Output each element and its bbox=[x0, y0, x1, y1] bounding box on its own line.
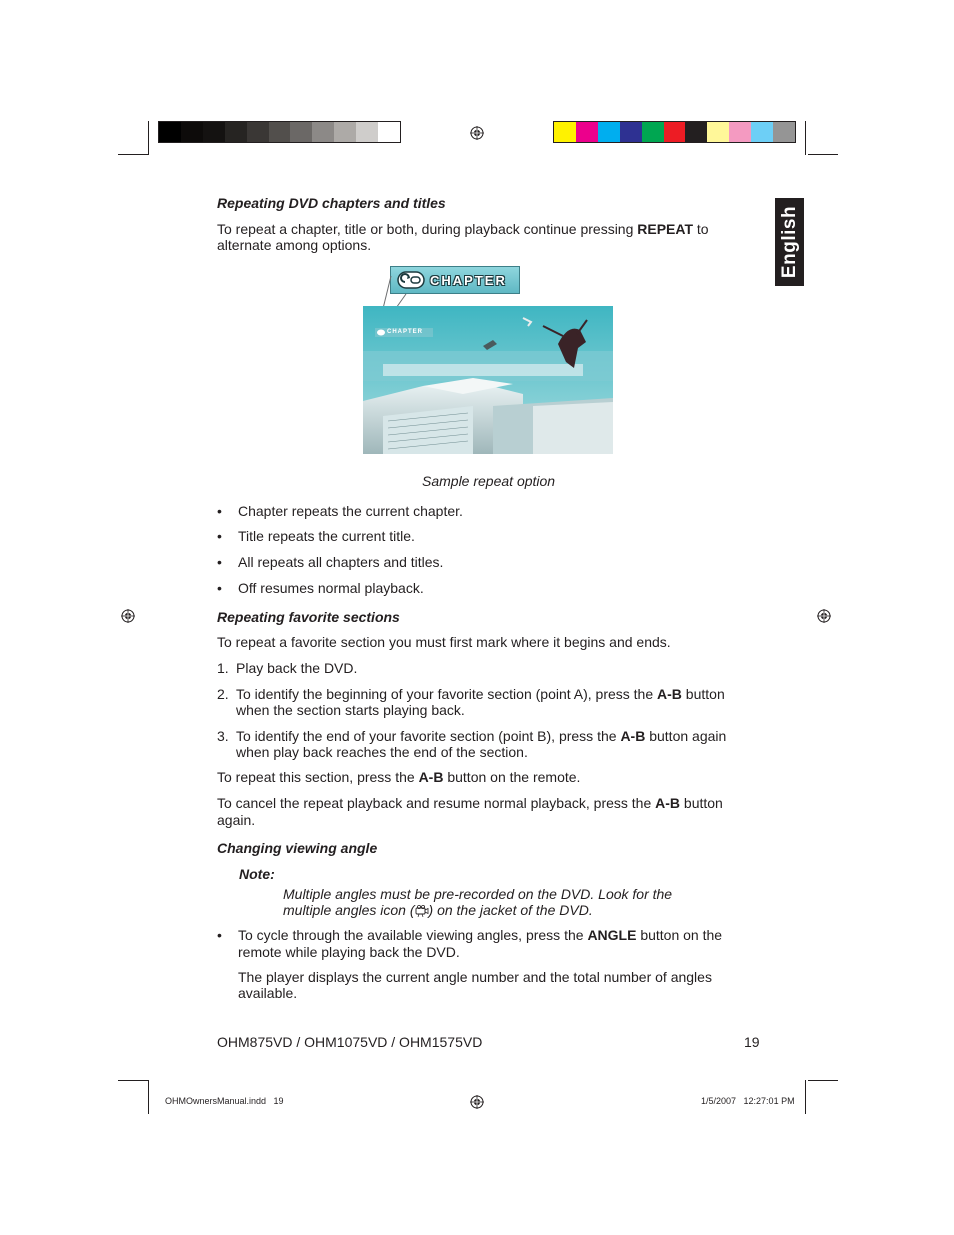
bullet-icon: • bbox=[217, 503, 222, 519]
chapter-callout-label: CHAPTER bbox=[430, 272, 507, 288]
registration-mark-icon bbox=[121, 609, 135, 623]
bullet-icon: • bbox=[217, 927, 222, 943]
bullet-icon: • bbox=[217, 554, 222, 570]
color-swatch bbox=[554, 122, 576, 142]
footer-file-name: OHMOwnersManual.indd 19 bbox=[165, 1096, 284, 1106]
angle-bullet: • To cycle through the available viewing angles, press the ANGLE button on the remote while playing back the DVD. bbox=[217, 927, 723, 960]
list-item: • Off resumes normal playback. bbox=[217, 580, 424, 596]
footer-date-time: 1/5/2007 12:27:01 PM bbox=[701, 1096, 795, 1106]
dvd-screenshot-image bbox=[363, 306, 613, 454]
crop-mark-top-right-h bbox=[808, 154, 838, 155]
grayscale-swatch bbox=[159, 122, 181, 142]
grayscale-calibration-bar bbox=[158, 121, 401, 143]
grayscale-swatch bbox=[290, 122, 312, 142]
registration-mark-icon bbox=[817, 609, 831, 623]
section-heading-viewing-angle: Changing viewing angle bbox=[217, 840, 378, 856]
color-swatch bbox=[664, 122, 686, 142]
color-swatch bbox=[751, 122, 773, 142]
color-swatch bbox=[707, 122, 729, 142]
section-heading-favorite-sections: Repeating favorite sections bbox=[217, 609, 400, 625]
color-swatch bbox=[598, 122, 620, 142]
crop-mark-top-left-v bbox=[148, 121, 149, 155]
list-item: • All repeats all chapters and titles. bbox=[217, 554, 444, 570]
section-heading-repeat-chapters: Repeating DVD chapters and titles bbox=[217, 195, 446, 211]
step-1: 1. Play back the DVD. bbox=[217, 660, 358, 676]
angle-display-paragraph: The player displays the current angle number and the total number of angles available. bbox=[238, 969, 712, 1001]
language-tab bbox=[775, 198, 804, 286]
grayscale-swatch bbox=[356, 122, 378, 142]
crop-mark-bottom-right-h bbox=[808, 1080, 838, 1081]
bullet-icon: • bbox=[217, 580, 222, 596]
language-tab-label: English bbox=[778, 205, 800, 279]
color-swatch bbox=[576, 122, 598, 142]
color-calibration-bar bbox=[553, 121, 796, 143]
color-swatch bbox=[729, 122, 751, 142]
cancel-repeat-instruction: To cancel the repeat playback and resume normal playback, press the A-B button again. bbox=[217, 795, 723, 828]
color-swatch bbox=[685, 122, 707, 142]
list-item: • Chapter repeats the current chapter. bbox=[217, 503, 463, 519]
grayscale-swatch bbox=[312, 122, 334, 142]
step-2: 2. To identify the beginning of your favorite section (point A), press the A-B button when the section starts playing back. bbox=[217, 686, 725, 718]
note-text: Multiple angles must be pre-recorded on the DVD. Look for the multiple angles icon ( ) on the jacket of the DVD. bbox=[283, 886, 673, 918]
grayscale-swatch bbox=[203, 122, 225, 142]
crop-mark-bottom-left-h bbox=[118, 1080, 148, 1081]
repeat-section-instruction: To repeat this section, press the A-B button on the remote. bbox=[217, 769, 581, 785]
repeat-options-list bbox=[217, 503, 463, 596]
section2-intro: To repeat a favorite section you must first mark where it begins and ends. bbox=[217, 634, 671, 650]
section1-intro-line2: alternate among options. bbox=[217, 237, 372, 253]
crop-mark-bottom-right-v bbox=[805, 1080, 806, 1114]
list-item: • Title repeats the current title. bbox=[217, 528, 415, 544]
grayscale-swatch bbox=[181, 122, 203, 142]
grayscale-swatch bbox=[247, 122, 269, 142]
multi-angle-icon bbox=[415, 905, 429, 917]
note-label: Note: bbox=[239, 866, 275, 882]
image-caption: Sample repeat option bbox=[422, 473, 556, 489]
footer-model-numbers: OHM875VD / OHM1075VD / OHM1575VD bbox=[217, 1034, 483, 1050]
section1-intro bbox=[217, 221, 757, 253]
grayscale-swatch bbox=[225, 122, 247, 142]
crop-mark-bottom-left-v bbox=[148, 1080, 149, 1114]
crop-mark-top-left-h bbox=[118, 154, 148, 155]
crop-mark-top-right-v bbox=[805, 121, 806, 155]
grayscale-swatch bbox=[334, 122, 356, 142]
grayscale-swatch bbox=[378, 122, 400, 142]
bullet-icon: • bbox=[217, 528, 222, 544]
registration-mark-icon bbox=[470, 126, 484, 140]
page-number: 19 bbox=[744, 1034, 760, 1050]
grayscale-swatch bbox=[269, 122, 291, 142]
section1-intro-line1: To repeat a chapter, title or both, during playback continue pressing REPEAT to bbox=[217, 221, 709, 237]
color-swatch bbox=[773, 122, 795, 142]
color-swatch bbox=[642, 122, 664, 142]
color-swatch bbox=[620, 122, 642, 142]
step-3: 3. To identify the end of your favorite section (point B), press the A-B button again when play back reaches the end of the section. bbox=[217, 728, 727, 760]
registration-mark-icon bbox=[470, 1095, 484, 1109]
osd-chapter-label: CHAPTER bbox=[387, 329, 424, 335]
